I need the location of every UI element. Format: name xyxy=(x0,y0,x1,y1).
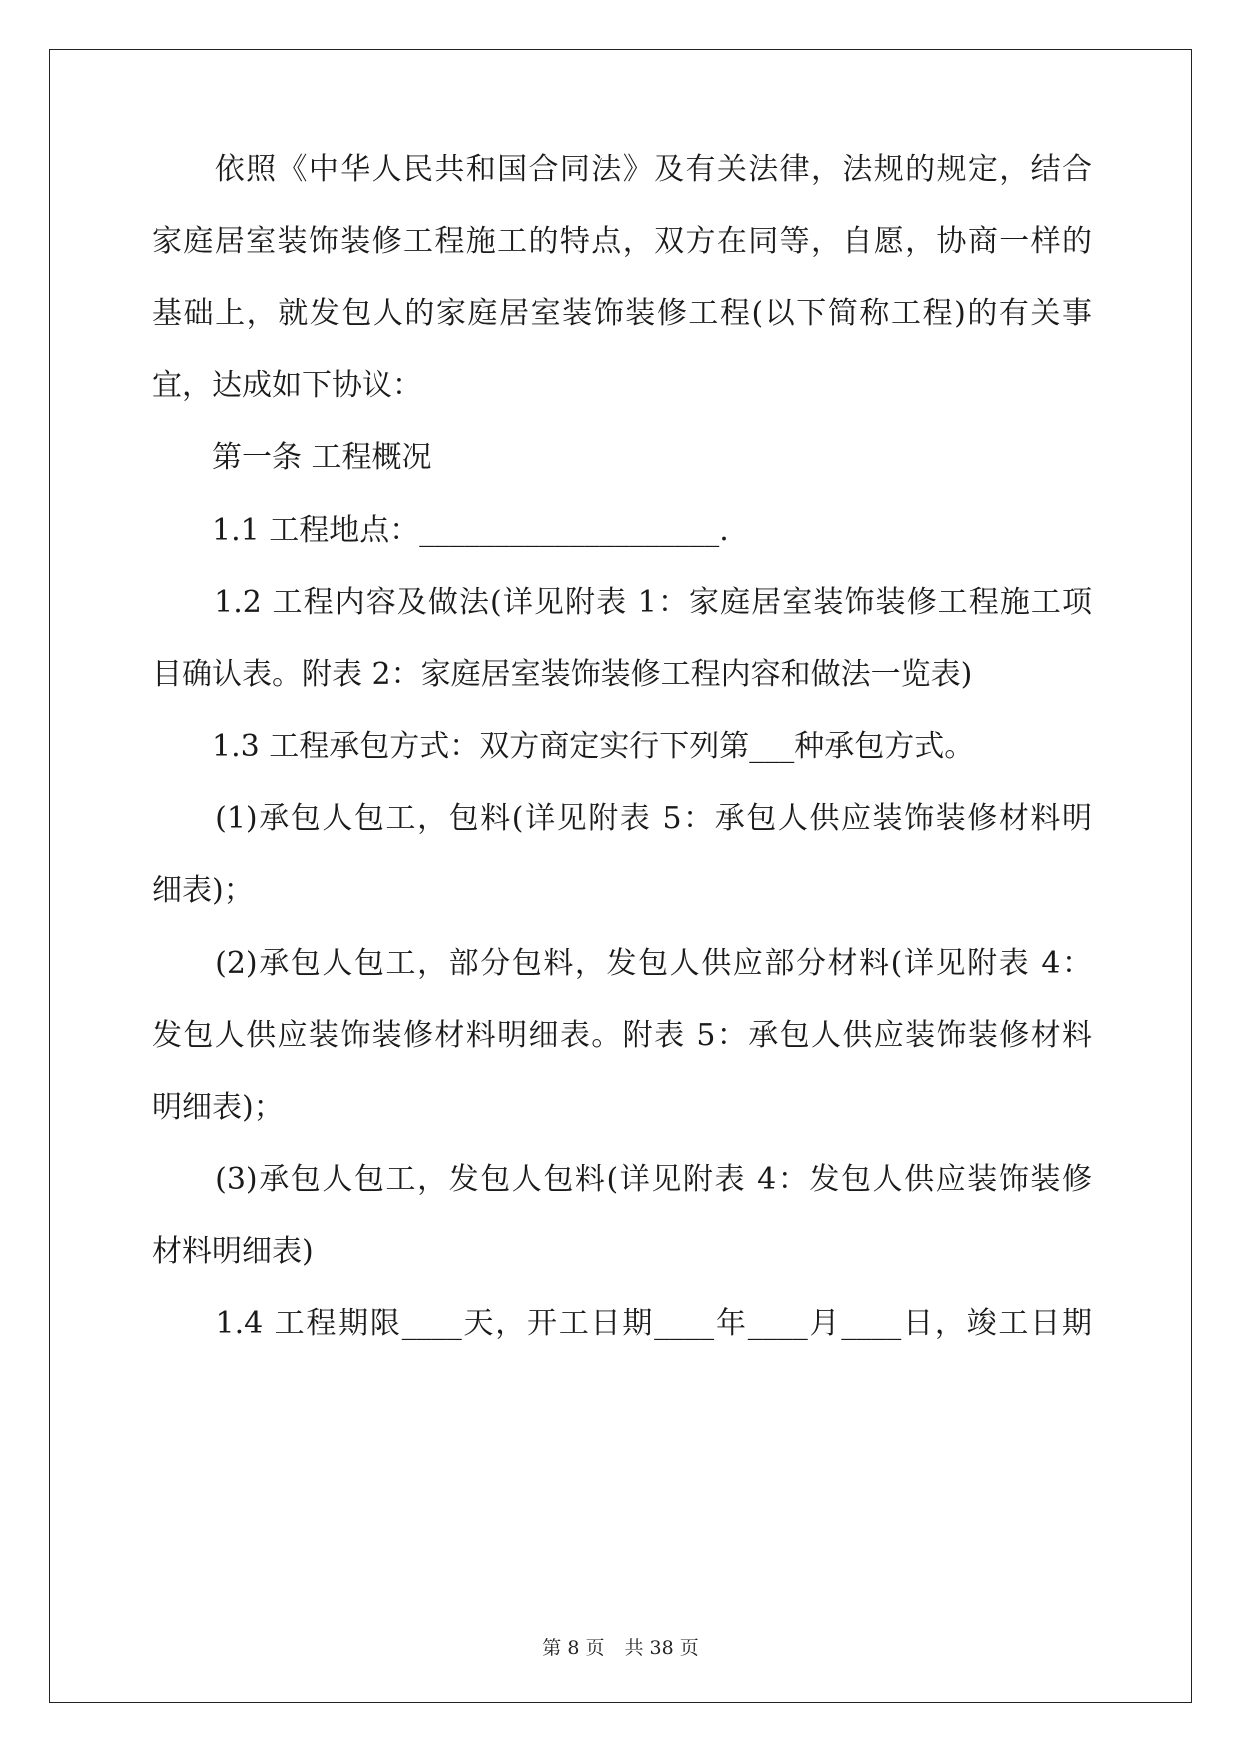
page-footer xyxy=(0,1636,1241,1660)
text-line: (2)承包人包工，部分包料，发包人供应部分材料(详见附表 4： xyxy=(152,946,1092,981)
text-line: 目确认表。附表 2：家庭居室装饰装修工程内容和做法一览表) xyxy=(152,657,973,692)
text-line: 1.4 工程期限____天，开工日期____年____月____日，竣工日期 xyxy=(152,1306,1092,1341)
text-line: 宜，达成如下协议： xyxy=(152,368,422,403)
total-pages: 共 38 页 xyxy=(624,1637,699,1659)
text-line: 发包人供应装饰装修材料明细表。附表 5：承包人供应装饰装修材料 xyxy=(152,1018,1092,1053)
text-line: 依照《中华人民共和国合同法》及有关法律，法规的规定，结合 xyxy=(152,152,1092,187)
text-line: (1)承包人包工，包料(详见附表 5：承包人供应装饰装修材料明 xyxy=(152,801,1092,836)
text-line: 材料明细表) xyxy=(152,1234,314,1269)
text-line: 家庭居室装饰装修工程施工的特点，双方在同等，自愿，协商一样的 xyxy=(152,224,1092,259)
page-number: 第 8 页 xyxy=(542,1637,605,1659)
text-line: 明细表)； xyxy=(152,1090,284,1125)
text-line: (3)承包人包工，发包人包料(详见附表 4：发包人供应装饰装修 xyxy=(152,1162,1092,1197)
section-heading: 第一条 工程概况 xyxy=(152,440,432,475)
text-line: 细表)； xyxy=(152,873,254,908)
text-line: 1.1 工程地点：____________________. xyxy=(152,513,729,548)
text-line: 基础上，就发包人的家庭居室装饰装修工程(以下简称工程)的有关事 xyxy=(152,296,1092,331)
text-line: 1.2 工程内容及做法(详见附表 1：家庭居室装饰装修工程施工项 xyxy=(152,585,1092,620)
text-line: 1.3 工程承包方式：双方商定实行下列第___种承包方式。 xyxy=(152,729,975,764)
